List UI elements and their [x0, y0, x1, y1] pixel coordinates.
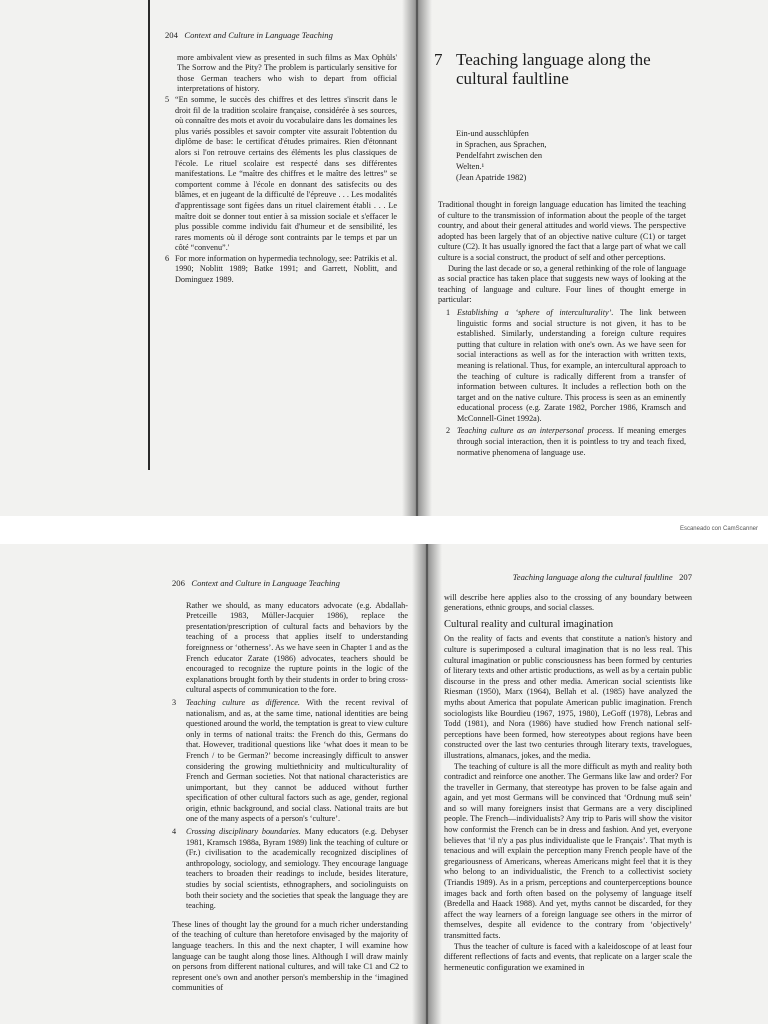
- list-number: 4: [172, 827, 177, 837]
- list-number: 2: [446, 426, 451, 436]
- list-lead: Establishing a ‘sphere of interculturality’.: [457, 307, 614, 317]
- footnote-text: “En somme, le succès des chiffres et des lettres s'inscrit dans le droit fil de la tradition scolaire française, considérée à ses sources, où connaître des mots et avoir du vocabulaire dans les domaines les plus variés possibles et savoir compter vite assurait l'obtention du diplôme de base: le certificat d'études primaires. Rien d'étonnant alors si l'on retrouve certains des éléments les plus classiques de l'école. Le rituel scolaire est respecté dans ses différentes manifestations. Le “maître des chiffres et le maître des lettres” se comportent comme à l'école en donnant des satisfecits ou des blâmes, et en jugeant de la difficulté de l'épreuve . . . Les modalités d'apprentissage sont figées dans un rituel clairement établi . . . Le maître doit se donner tout entier à sa mission sociale et s'effacer le plus possible comme individu fait d'humeur et de sensibilité, les rares moments où il déroge sont contraints par le temps et par un côté “convenu”.': [175, 94, 397, 253]
- list-lead: Crossing disciplinary boundaries.: [186, 827, 301, 837]
- footnote-text: For more information on hypermedia technology, see: Patrikis et al. 1990; Noblitt 1989; Batke 1991; and Garrett, Noblitt, and Dominguez 1989.: [175, 253, 397, 285]
- chapter-title: Teaching language along the cultural faultline: [456, 50, 651, 88]
- paragraph: During the last decade or so, a general rethinking of the role of language as social practice has taken place that suggests new ways of looking at the teaching of language and culture. Four lines of thought emerge in particular:: [438, 263, 686, 305]
- epigraph-line: in Sprachen, aus Sprachen,: [456, 140, 547, 149]
- paragraph: The teaching of culture is all the more difficult as myth and reality both contradict and reinforce one another. The Germans like law and order? For the traveller in Germany, that stereotype has proven to be false again and again, and yet most Germans will be convinced that ‘Ordnung muß sein’ and so will many foreigners insist that Germans are a very disciplined people. The French—individualists? Any trip to Paris will show the visitor how conformist the French can be in dress and fashion. And yet, everyone believes that ‘il n'y a pas plus individualiste que le Français’. That myth is tenacious and will explain the perception many French people have of the gregariousness of Americans, whereas Americans might feel that it is they who belong to an individualistic, the French to a collectivist society (Triandis 1989). As in a prism, perceptions and counterperceptions bounce images back and forth often based on the polysemy of language itself (Bredella and Haack 1988). And yet, myths cannot be discarded, for they affect the way learners of a foreign language see others in the mirror of themselves, despite all evidence to the contrary from ‘objectively’ transmitted facts.: [444, 761, 692, 940]
- page-207: [444, 572, 692, 973]
- epigraph-line: Pendelfahrt zwischen den: [456, 151, 543, 160]
- epigraph-line: Welten.¹: [456, 162, 485, 171]
- footnote-6: [165, 254, 397, 286]
- list-item: [446, 426, 686, 458]
- page-number: 207: [679, 572, 692, 582]
- list-text: If meaning emerges through social interaction, then it is pointless to try and teach fixed, normative phenomena of language use.: [457, 426, 686, 457]
- list-text: Many educators (e.g. Debyser 1981, Kramsch 1988a, Byram 1989) link the teaching of culture or (Fr.) civilisation to the academically recognized disciplines of anthropology, sociology, and semiology. They encourage language teachers to broaden their readings to include, besides literature, studies by social scientists, ethnographers, and sociolinguists on both their society and the societies that speak the language they are teaching.: [186, 827, 408, 911]
- list-lead: Teaching culture as an interpersonal process.: [457, 426, 615, 436]
- running-header: [172, 578, 408, 589]
- book-gutter: [412, 544, 442, 1024]
- section-heading: Cultural reality and cultural imagination: [444, 618, 614, 630]
- scan-spread-2: [0, 544, 768, 1024]
- paragraph: Thus the teacher of culture is faced with a kaleidoscope of at least four different reflections of facts and events, that replicate on a larger scale the hermeneutic configuration we examined in: [444, 941, 692, 972]
- list-lead: Teaching culture as difference.: [186, 697, 300, 707]
- epigraph-line: Ein-und ausschlüpfen: [456, 129, 529, 138]
- page-number: 204: [165, 30, 178, 40]
- list-item: [172, 827, 408, 912]
- closing-paragraph: These lines of thought lay the ground for a much richer understanding of the teaching of culture than heretofore envisaged by the majority of language teachers. In this and the next chapter, I will examine how language can be taught along those lines. Although I will draw mainly on persons from different national cultures, and will take C1 and C2 to represent one's own and another person's membership in the ‘imagined communities of: [172, 919, 408, 993]
- continued-paragraph: Rather we should, as many educators advocate (e.g. Abdallah-Pretceille 1983, Müller-Jacquier 1986), replace the presentation/prescription of cultural facts and behaviors by the teaching of a process that applies itself to understanding foreignness or ‘otherness’. As we have seen in Chapter 1 and as the French educator Zarate (1986) advocates, teachers should be encouraged to recognize the rupture points in the logic of the explanations brought forth by their students in order to bring cross-cultural aspects of communication to the fore.: [186, 600, 408, 695]
- epigraph: [456, 128, 656, 183]
- continued-paragraph: more ambivalent view as presented in such films as Max Ophüls' The Sorrow and the Pity? The problem is particularly sensitive for those German teachers who wish to depart from official interpretations of history.: [177, 52, 397, 94]
- page-206: [172, 578, 408, 994]
- running-header-title: Context and Culture in Language Teaching: [184, 30, 333, 40]
- page-205-body: [438, 200, 686, 458]
- paragraph: On the reality of facts and events that constitute a nation's history and culture is superimposed a cultural imagination that is no less real. This cultural imagination or public consciousness has been formed by centuries of literary texts and other artistic productions, as well as by a certain public discourse in the press and other media. American social scientists like Riesman (1950), Marx (1964), Bellah et al. (1985) have analyzed the myths about America that populate American public imagination. French sociologists like Bourdieu (1967, 1975, 1980), LeGoff (1978), Lebras and Todd (1981), and Nora (1986) have studied how French national self-perceptions have been formed, how stereotypes about regions have been constructed over the last two centuries through literary texts, travelogues, illustrations, almanacs, jokes, and the media.: [444, 634, 692, 760]
- epigraph-attribution: (Jean Apatride 1982): [456, 173, 527, 182]
- list-text: With the recent revival of nationalism, and as, at the same time, national identities are being questioned around the world, the temptation is great to view culture only in terms of national traits: the French do this, Germans do that. However, traditional questions like ‘what does it mean to be French / to be German?’ become increasingly difficult to answer considering the growing multiethnicity and multiculturality of French and German societies. Not that national characteristics are unimportant, but they cannot be adduced without further specification of other cultural factors such as age, gender, regional origin, ethnic background, and social class. National traits are but one of the many aspects of a person's ‘culture’.: [186, 697, 408, 824]
- chapter-number: 7: [434, 50, 443, 69]
- footnote-number: 5: [165, 94, 170, 104]
- running-header-title: Context and Culture in Language Teaching: [191, 578, 340, 588]
- continued-paragraph: will describe here applies also to the crossing of any boundary between generations, ethnic groups, and social classes.: [444, 592, 692, 613]
- footnote-number: 6: [165, 253, 170, 263]
- running-header: [165, 30, 397, 41]
- running-header-title: Teaching language along the cultural faultline: [512, 572, 673, 582]
- list-item: [172, 698, 408, 825]
- list-item: [446, 308, 686, 425]
- scanner-watermark: Escaneado con CamScanner: [679, 526, 758, 532]
- book-gutter: [402, 0, 432, 516]
- running-header: [444, 572, 692, 583]
- scan-edge-mark: [148, 0, 150, 470]
- list-text: The link between linguistic forms and social structure is not given, it has to be established. Similarly, understanding a foreign culture requires putting that culture in relation with one's own. As we have seen for social interactions as well as for the interaction with written texts, meaning is relational. Thus, for example, an intercultural approach to the teaching of culture is radically different from a transfer of information between cultures. It includes a reflection both on the target and on the native culture. This process is seen as an eminently educational process (e.g. Zarate 1982, Porcher 1986, Kramsch and McConnell-Ginet 1992a).: [457, 307, 686, 423]
- page-204: [165, 30, 397, 286]
- page-number: 206: [172, 578, 185, 588]
- list-number: 3: [172, 697, 177, 707]
- paragraph: Traditional thought in foreign language education has limited the teaching of culture to the transmission of information about the people of the target country, and about their general attitudes and world views. The perspective adopted has been largely that of an objective native culture (C1) or target culture (C2). It has usually ignored the fact that a large part of what we call culture is a social construct, the product of self and other perceptions.: [438, 200, 686, 262]
- list-number: 1: [446, 307, 451, 317]
- footnote-5: [165, 95, 397, 254]
